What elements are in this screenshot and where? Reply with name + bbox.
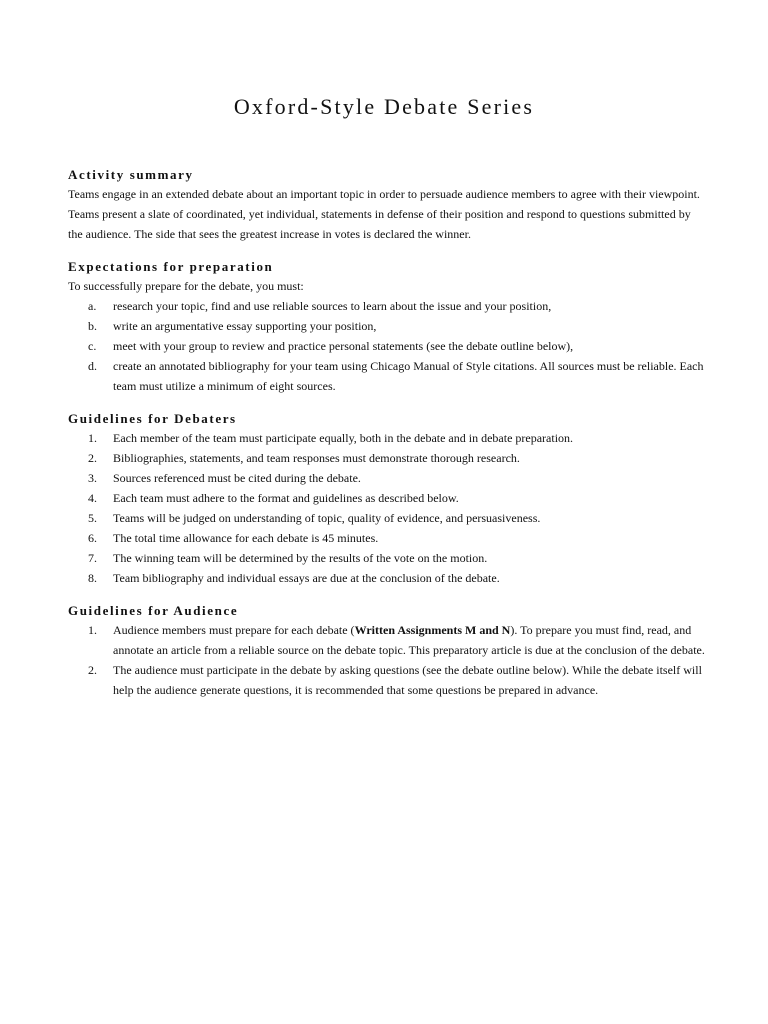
- list-item: [68, 620, 708, 660]
- debaters-section: [68, 410, 708, 588]
- list-marker: c.: [88, 339, 97, 353]
- list-item: [68, 316, 708, 336]
- list-item-text: Team bibliography and individual essays are due at the conclusion of the debate.: [113, 571, 500, 585]
- debaters-list: [68, 428, 708, 588]
- list-item-text: Audience members must prepare for each debate (: [113, 623, 355, 637]
- list-marker: 6.: [88, 531, 97, 545]
- section-heading: Guidelines for Audience: [68, 603, 239, 618]
- audience-list: [68, 620, 708, 700]
- list-marker: 4.: [88, 491, 97, 505]
- section-heading: Activity summary: [68, 167, 194, 182]
- preparation-section: [68, 258, 708, 396]
- list-item: [68, 508, 708, 528]
- list-item-text: The audience must participate in the debate by asking questions (see the debate outline below). While the debate itself will help the audience generate questions, it is recommended that some questions be prepared in advance.: [113, 663, 702, 697]
- list-item-text: The total time allowance for each debate is 45 minutes.: [113, 531, 379, 545]
- activity-summary-section: [68, 166, 708, 244]
- list-item: [68, 336, 708, 356]
- list-item-text: write an argumentative essay supporting your position,: [113, 319, 377, 333]
- list-item-text: The winning team will be determined by the results of the vote on the motion.: [113, 551, 488, 565]
- list-item-text: ). To prepare you must find, read, and annotate an article from a reliable source on the debate topic. This preparatory article is due at the conclusion of the debate.: [113, 623, 705, 657]
- assignment-name: Written Assignments M and N: [354, 623, 511, 637]
- document-title: Oxford-Style Debate Series: [233, 94, 535, 119]
- list-item-text: Each team must adhere to the format and guidelines as described below.: [113, 491, 459, 505]
- list-marker: 8.: [88, 571, 97, 585]
- preparation-list: [68, 296, 708, 396]
- list-item: [68, 568, 708, 588]
- list-marker: 1.: [88, 431, 97, 445]
- list-marker: 7.: [88, 551, 97, 565]
- section-heading: Guidelines for Debaters: [68, 411, 237, 426]
- list-item-text: Sources referenced must be cited during the debate.: [113, 471, 361, 485]
- list-item: [68, 488, 708, 508]
- preparation-intro: To successfully prepare for the debate, you must:: [68, 279, 304, 293]
- list-item: [68, 528, 708, 548]
- list-item: [68, 468, 708, 488]
- list-item-text: research your topic, find and use reliable sources to learn about the issue and your position,: [113, 299, 552, 313]
- list-marker: b.: [88, 319, 97, 333]
- list-item: [68, 296, 708, 316]
- list-item-text: Teams will be judged on understanding of topic, quality of evidence, and persuasiveness.: [113, 511, 541, 525]
- list-marker: 5.: [88, 511, 97, 525]
- list-item-text: meet with your group to review and practice personal statements (see the debate outline below),: [113, 339, 574, 353]
- summary-paragraph: Teams engage in an extended debate about an important topic in order to persuade audience members to agree with their viewpoint. Teams present a slate of coordinated, yet individual, statements in defense of their position and respond to questions submitted by the audience. The side that sees the greatest increase in votes is declared the winner.: [68, 187, 700, 241]
- list-marker: d.: [88, 359, 97, 373]
- list-marker: 1.: [88, 623, 97, 637]
- list-item: [68, 356, 708, 396]
- list-item: [68, 548, 708, 568]
- section-heading: Expectations for preparation: [68, 259, 274, 274]
- list-item: [68, 448, 708, 468]
- list-item-text: Each member of the team must participate equally, both in the debate and in debate preparation.: [113, 431, 574, 445]
- list-marker: 2.: [88, 663, 97, 677]
- document-body: [68, 166, 708, 714]
- audience-section: [68, 602, 708, 700]
- list-marker: 3.: [88, 471, 97, 485]
- list-item-text: create an annotated bibliography for your team using Chicago Manual of Style citations. All sources must be reliable. Each team must utilize a minimum of eight sources.: [113, 359, 704, 393]
- list-marker: 2.: [88, 451, 97, 465]
- list-marker: a.: [88, 299, 97, 313]
- list-item: [68, 660, 708, 700]
- list-item-text: Bibliographies, statements, and team responses must demonstrate thorough research.: [113, 451, 520, 465]
- list-item: [68, 428, 708, 448]
